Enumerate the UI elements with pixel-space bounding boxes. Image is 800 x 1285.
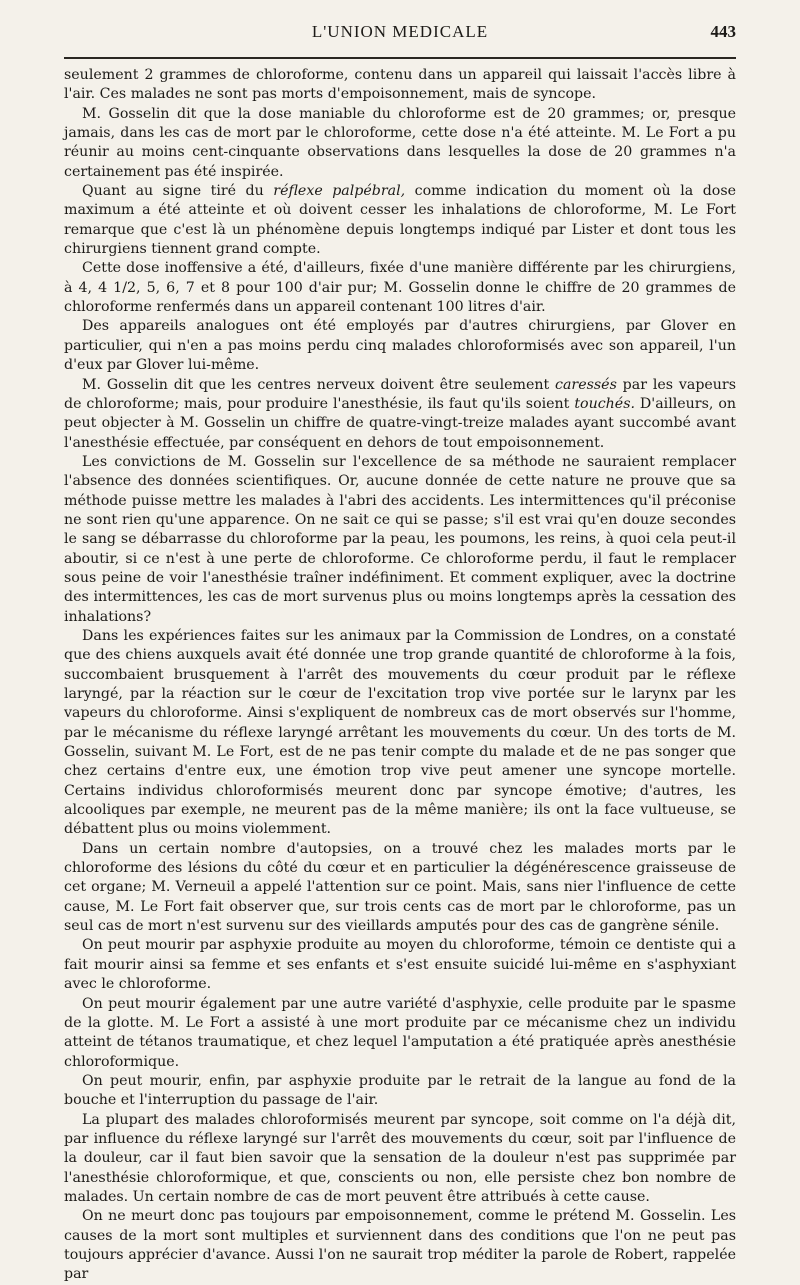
- text-run: Dans un certain nombre d'autopsies, on a trouvé chez les malades morts par le chloroforme des lésions du côté du cœur et en particulier la dégénérescence graisseuse de cet organe; M. Verneuil a appelé l'attention sur ce point. Mais, sans nier l'influence de cette cause, M. Le Fort fait observer que, sur trois cents cas de mort par le chloroforme, pas un seul cas de mort n'est survenu sur des vieillards amputés pour des cas de gangrène sénile.: [64, 840, 736, 935]
- text-run: On ne meurt donc pas toujours par empoisonnement, comme le prétend M. Gosselin. Les causes de la mort sont multiples et surviennent dans des conditions que l'on ne peut pas toujours apprécier d'avance. Aussi l'on ne saurait trop méditer la parole de Robert, rappelée par: [64, 1208, 736, 1283]
- text-run: Cette dose inoffensive a été, d'ailleurs, fixée d'une manière différente par les chirurgiens, à 4, 4 1/2, 5, 6, 7 et 8 pour 100 d'air pur; M. Gosselin donne le chiffre de 20 grammes de chloroforme renfermés dans un appareil contenant 100 litres d'air.: [64, 260, 736, 316]
- paragraph: [64, 376, 736, 453]
- text-run: On peut mourir également par une autre variété d'asphyxie, celle produite par le spasme de la glotte. M. Le Fort a assisté à une mort produite par ce mécanisme chez un individu atteint de tétanos traumatique, et chez lequel l'amputation a été pratiquée après anesthésie chloroformique.: [64, 995, 736, 1070]
- italic-text: caressés: [555, 376, 617, 393]
- text-run: On peut mourir par asphyxie produite au moyen du chloroforme, témoin ce dentiste qui a fait mourir ainsi sa femme et ses enfants et s'est ensuite suicidé lui-même en s'asphyxiant avec le chloroforme.: [64, 937, 736, 993]
- paragraph: [64, 1111, 736, 1208]
- article-body: [64, 66, 736, 1285]
- paragraph: [64, 840, 736, 937]
- italic-text: touchés.: [574, 395, 635, 412]
- paragraph: [64, 627, 736, 840]
- text-run: On peut mourir, enfin, par asphyxie produite par le retrait de la langue au fond de la bouche et l'interruption du passage de l'air.: [64, 1072, 736, 1109]
- text-run: seulement 2 grammes de chloroforme, contenu dans un appareil qui laissait l'accès libre à l'air. Ces malades ne sont pas morts d'empoisonnement, mais de syncope.: [64, 67, 736, 103]
- paragraph: [64, 317, 736, 375]
- text-run: La plupart des malades chloroformisés meurent par syncope, soit comme on l'a déjà dit, par influence du réflexe laryngé sur l'arrêt des mouvements du cœur, soit par l'influence de la douleur, car il faut bien savoir que la sensation de la douleur n'est pas supprimée par l'anesthésie chloroformique, et que, conscients ou non, elle persiste chez bon nombre de malades. Un certain nombre de cas de mort peuvent être attribués à cette cause.: [64, 1111, 736, 1205]
- text-run: Dans les expériences faites sur les animaux par la Commission de Londres, on a constaté que des chiens auxquels avait été donnée une trop grande quantité de chloroforme à la fois, succombaient brusquement à l'arrêt des mouvements du cœur produit par le réflexe laryngé, par la réaction sur le cœur de l'excitation trop vive portée sur le larynx par les vapeurs du chloroforme. Ainsi s'expliquent de nombreux cas de mort observés sur l'homme, par le mécanisme du réflexe laryngé arrêtant les mouvements du cœur. Un des torts de M. Gosselin, suivant M. Le Fort, est de ne pas tenir compte du malade et de ne pas songer que chez certains d'entre eux, une émotion trop vive peut amener une syncope mortelle. Certains individus chloroformisés meurent donc par syncope émotive; d'autres, les alcooliques par exemple, ne meurent pas de la même manière; ils ont la face vultueuse, se débattent plus ou moins violemment.: [64, 627, 736, 838]
- text-run: comme indication du moment où la dose maximum a été atteinte et où doivent cesser les inhalations de chloroforme, M. Le Fort remarque que c'est là un phénomène depuis longtemps indiqué par Lister et dont tous les chirurgiens tiennent grand compte.: [64, 183, 737, 258]
- text-run: par les vapeurs de chloroforme; mais, pour produire l'anesthésie, ils faut qu'ils soient: [64, 376, 736, 412]
- paragraph: [64, 995, 736, 1072]
- header-rule: [64, 57, 736, 59]
- paragraph: [64, 1207, 736, 1284]
- italic-text: réflexe palpébral,: [273, 183, 406, 200]
- paragraph: [64, 1072, 736, 1111]
- page-header: [64, 20, 736, 46]
- text-run: M. Gosselin dit que la dose maniable du chloroforme est de 20 grammes; or, presque jamais, dans les cas de mort par le chloroforme, cette dose n'a été atteinte. M. Le Fort a pu réunir au moins cent-cinquante observations dans lesquelles la dose de 20 grammes n'a certainement pas été inspirée.: [64, 105, 736, 180]
- text-run: Des appareils analogues ont été employés par d'autres chirurgiens, par Glover en particulier, qui n'en a pas moins perdu cinq malades chloroformisés avec son appareil, l'un d'eux par Glover lui-même.: [64, 318, 736, 374]
- text-run: D'ailleurs, on peut objecter à M. Gosselin un chiffre de quatre-vingt-treize malades ayant succombé avant l'anesthésie effectuée, par conséquent en dehors de tout empoisonnement.: [64, 395, 736, 451]
- paragraph: [64, 259, 736, 317]
- paragraph: [64, 453, 736, 627]
- paragraph: [64, 936, 736, 994]
- text-run: Quant au signe tiré du: [82, 183, 274, 200]
- text-run: Les convictions de M. Gosselin sur l'excellence de sa méthode ne sauraient remplacer l'absence des données scientifiques. Or, aucune donnée de cette nature ne prouve que sa méthode puisse mettre les malades à l'abri des accidents. Les intermittences qu'il préconise ne sont rien qu'une apparence. On ne sait ce qui se passe; s'il est vrai qu'en douze secondes le sang se débarrasse du chloroforme par la peau, les poumons, les reins, à quoi cela peut-il aboutir, si ce n'est à une perte de chloroforme. Ce chloroforme perdu, il faut le remplacer sous peine de voir l'anesthésie traîner indéfiniment. Et comment expliquer, avec la doctrine des intermittences, les cas de mort survenus plus ou moins longtemps après la cessation des inhalations?: [64, 453, 736, 625]
- page-number: 443: [710, 22, 736, 41]
- text-run: M. Gosselin dit que les centres nerveux doivent être seulement: [82, 376, 556, 393]
- paragraph: [64, 105, 736, 182]
- running-title: L'UNION MEDICALE: [311, 22, 489, 41]
- paragraph: [64, 66, 736, 105]
- paragraph: [64, 182, 736, 259]
